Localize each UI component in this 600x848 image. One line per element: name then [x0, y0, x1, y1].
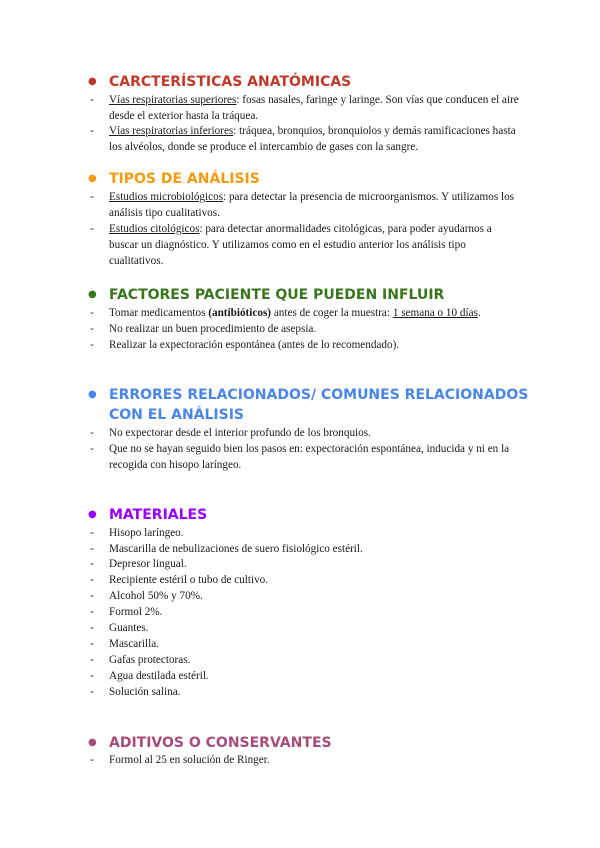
- dash-icon: -: [90, 94, 94, 106]
- dash-icon: -: [90, 339, 94, 351]
- list-item: [90, 338, 522, 354]
- item-text: Que no se hayan seguido bien los pasos en: expectoración espontánea, inducida y ni en la recogida con hisopo laríngeo.: [109, 443, 510, 471]
- item-text: : tráquea, bronquios, bronquiolos y demás ramificaciones hasta los alvéolos, donde se produce el intercambio de gases con la sangre.: [109, 125, 516, 153]
- item-text: : para detectar la presencia de microorganismos. Y utilizamos los análisis tipo cualitativos.: [109, 191, 515, 219]
- list-item: [90, 124, 522, 156]
- dash-icon: -: [90, 754, 94, 766]
- list-item: [90, 306, 522, 322]
- item-text: No realizar un buen procedimiento de asepsia.: [109, 323, 317, 335]
- dash-icon: -: [90, 670, 94, 682]
- heading-text: CARCTERÍSTICAS ANATÓMICAS: [109, 74, 352, 90]
- dash-icon: -: [90, 590, 94, 602]
- list-item: [90, 93, 522, 125]
- item-text: .: [477, 307, 481, 319]
- bullet-icon: ●: [88, 389, 97, 400]
- list-item: [90, 753, 522, 769]
- term: Estudios microbiológicos: [109, 191, 224, 203]
- list-item: [90, 426, 522, 442]
- item-text: Mascarilla.: [109, 638, 160, 650]
- dash-icon: -: [90, 558, 94, 570]
- heading-text: ADITIVOS O CONSERVANTES: [109, 735, 332, 751]
- item-text: Agua destilada estéril.: [109, 670, 209, 682]
- item-text: Alcohol 50% y 70%.: [109, 590, 203, 602]
- dash-icon: -: [90, 307, 94, 319]
- term: Estudios citológicos: [109, 223, 200, 235]
- list-item: [90, 637, 522, 653]
- item-text: : fosas nasales, faringe y laringe. Son vías que conducen el aire desde el exterior hasta la tráquea.: [109, 94, 519, 122]
- bullet-icon: ●: [88, 737, 97, 748]
- list-item: [90, 573, 522, 589]
- list-item: [90, 685, 522, 701]
- list-item: [90, 190, 522, 222]
- term: Vías respiratorias inferiores: [109, 125, 234, 137]
- bullet-icon: ●: [88, 76, 97, 87]
- bullet-icon: ●: [88, 289, 97, 300]
- item-text: Solución salina.: [109, 686, 181, 698]
- dash-icon: -: [90, 543, 94, 555]
- dash-icon: -: [90, 686, 94, 698]
- bold-text: (antibióticos): [208, 307, 272, 319]
- item-text: Depresor lingual.: [109, 558, 187, 570]
- dash-icon: -: [90, 654, 94, 666]
- underlined-text: 1 semana o 10 días: [392, 307, 478, 319]
- item-text: Formol 2%.: [109, 606, 163, 618]
- item-text: Recipiente estéril o tubo de cultivo.: [109, 574, 269, 586]
- heading-text: MATERIALES: [109, 507, 208, 523]
- dash-icon: -: [90, 574, 94, 586]
- item-text: Formol al 25 en solución de Ringer.: [109, 754, 270, 766]
- heading-text: ERRORES RELACIONADOS/ COMUNES RELACIONADOS CON EL ANÁLISIS: [109, 387, 529, 423]
- list-item: [90, 605, 522, 621]
- dash-icon: -: [90, 606, 94, 618]
- list-item: [90, 442, 522, 474]
- item-text: Hisopo laríngeo.: [109, 527, 184, 539]
- dash-icon: -: [90, 427, 94, 439]
- heading-text: TIPOS DE ANÁLISIS: [109, 171, 260, 187]
- dash-icon: -: [90, 443, 94, 455]
- list-item: [90, 322, 522, 338]
- list-item: [90, 653, 522, 669]
- dash-icon: -: [90, 191, 94, 203]
- item-text: Tomar medicamentos: [109, 307, 209, 319]
- item-text: : para detectar anormalidades citológicas, para poder ayudarnos a buscar un diagnóstico. Y utilizamos como en el estudio anterior los análisis tipo cualitativos.: [109, 223, 492, 267]
- list-item: [90, 669, 522, 685]
- item-text: antes de coger la muestra:: [271, 307, 393, 319]
- item-text: No expectorar desde el interior profundo de los bronquios.: [109, 427, 371, 439]
- item-text: Guantes.: [109, 622, 149, 634]
- dash-icon: -: [90, 622, 94, 634]
- list-item: [90, 557, 522, 573]
- term: Vías respiratorias superiores: [109, 94, 237, 106]
- dash-icon: -: [90, 125, 94, 137]
- dash-icon: -: [90, 638, 94, 650]
- bullet-icon: ●: [88, 509, 97, 520]
- item-text: Mascarilla de nebulizaciones de suero fisiológico estéril.: [109, 543, 363, 555]
- heading-text: FACTORES PACIENTE QUE PUEDEN INFLUIR: [109, 287, 445, 303]
- list-item: [90, 589, 522, 605]
- dash-icon: -: [90, 527, 94, 539]
- list-item: [90, 526, 522, 542]
- dash-icon: -: [90, 223, 94, 235]
- list-item: [90, 621, 522, 637]
- bullet-icon: ●: [88, 173, 97, 184]
- list-item: [90, 542, 522, 558]
- item-text: Gafas protectoras.: [109, 654, 191, 666]
- dash-icon: -: [90, 323, 94, 335]
- list-item: [90, 222, 522, 269]
- item-text: Realizar la expectoración espontánea (antes de lo recomendado).: [109, 339, 400, 351]
